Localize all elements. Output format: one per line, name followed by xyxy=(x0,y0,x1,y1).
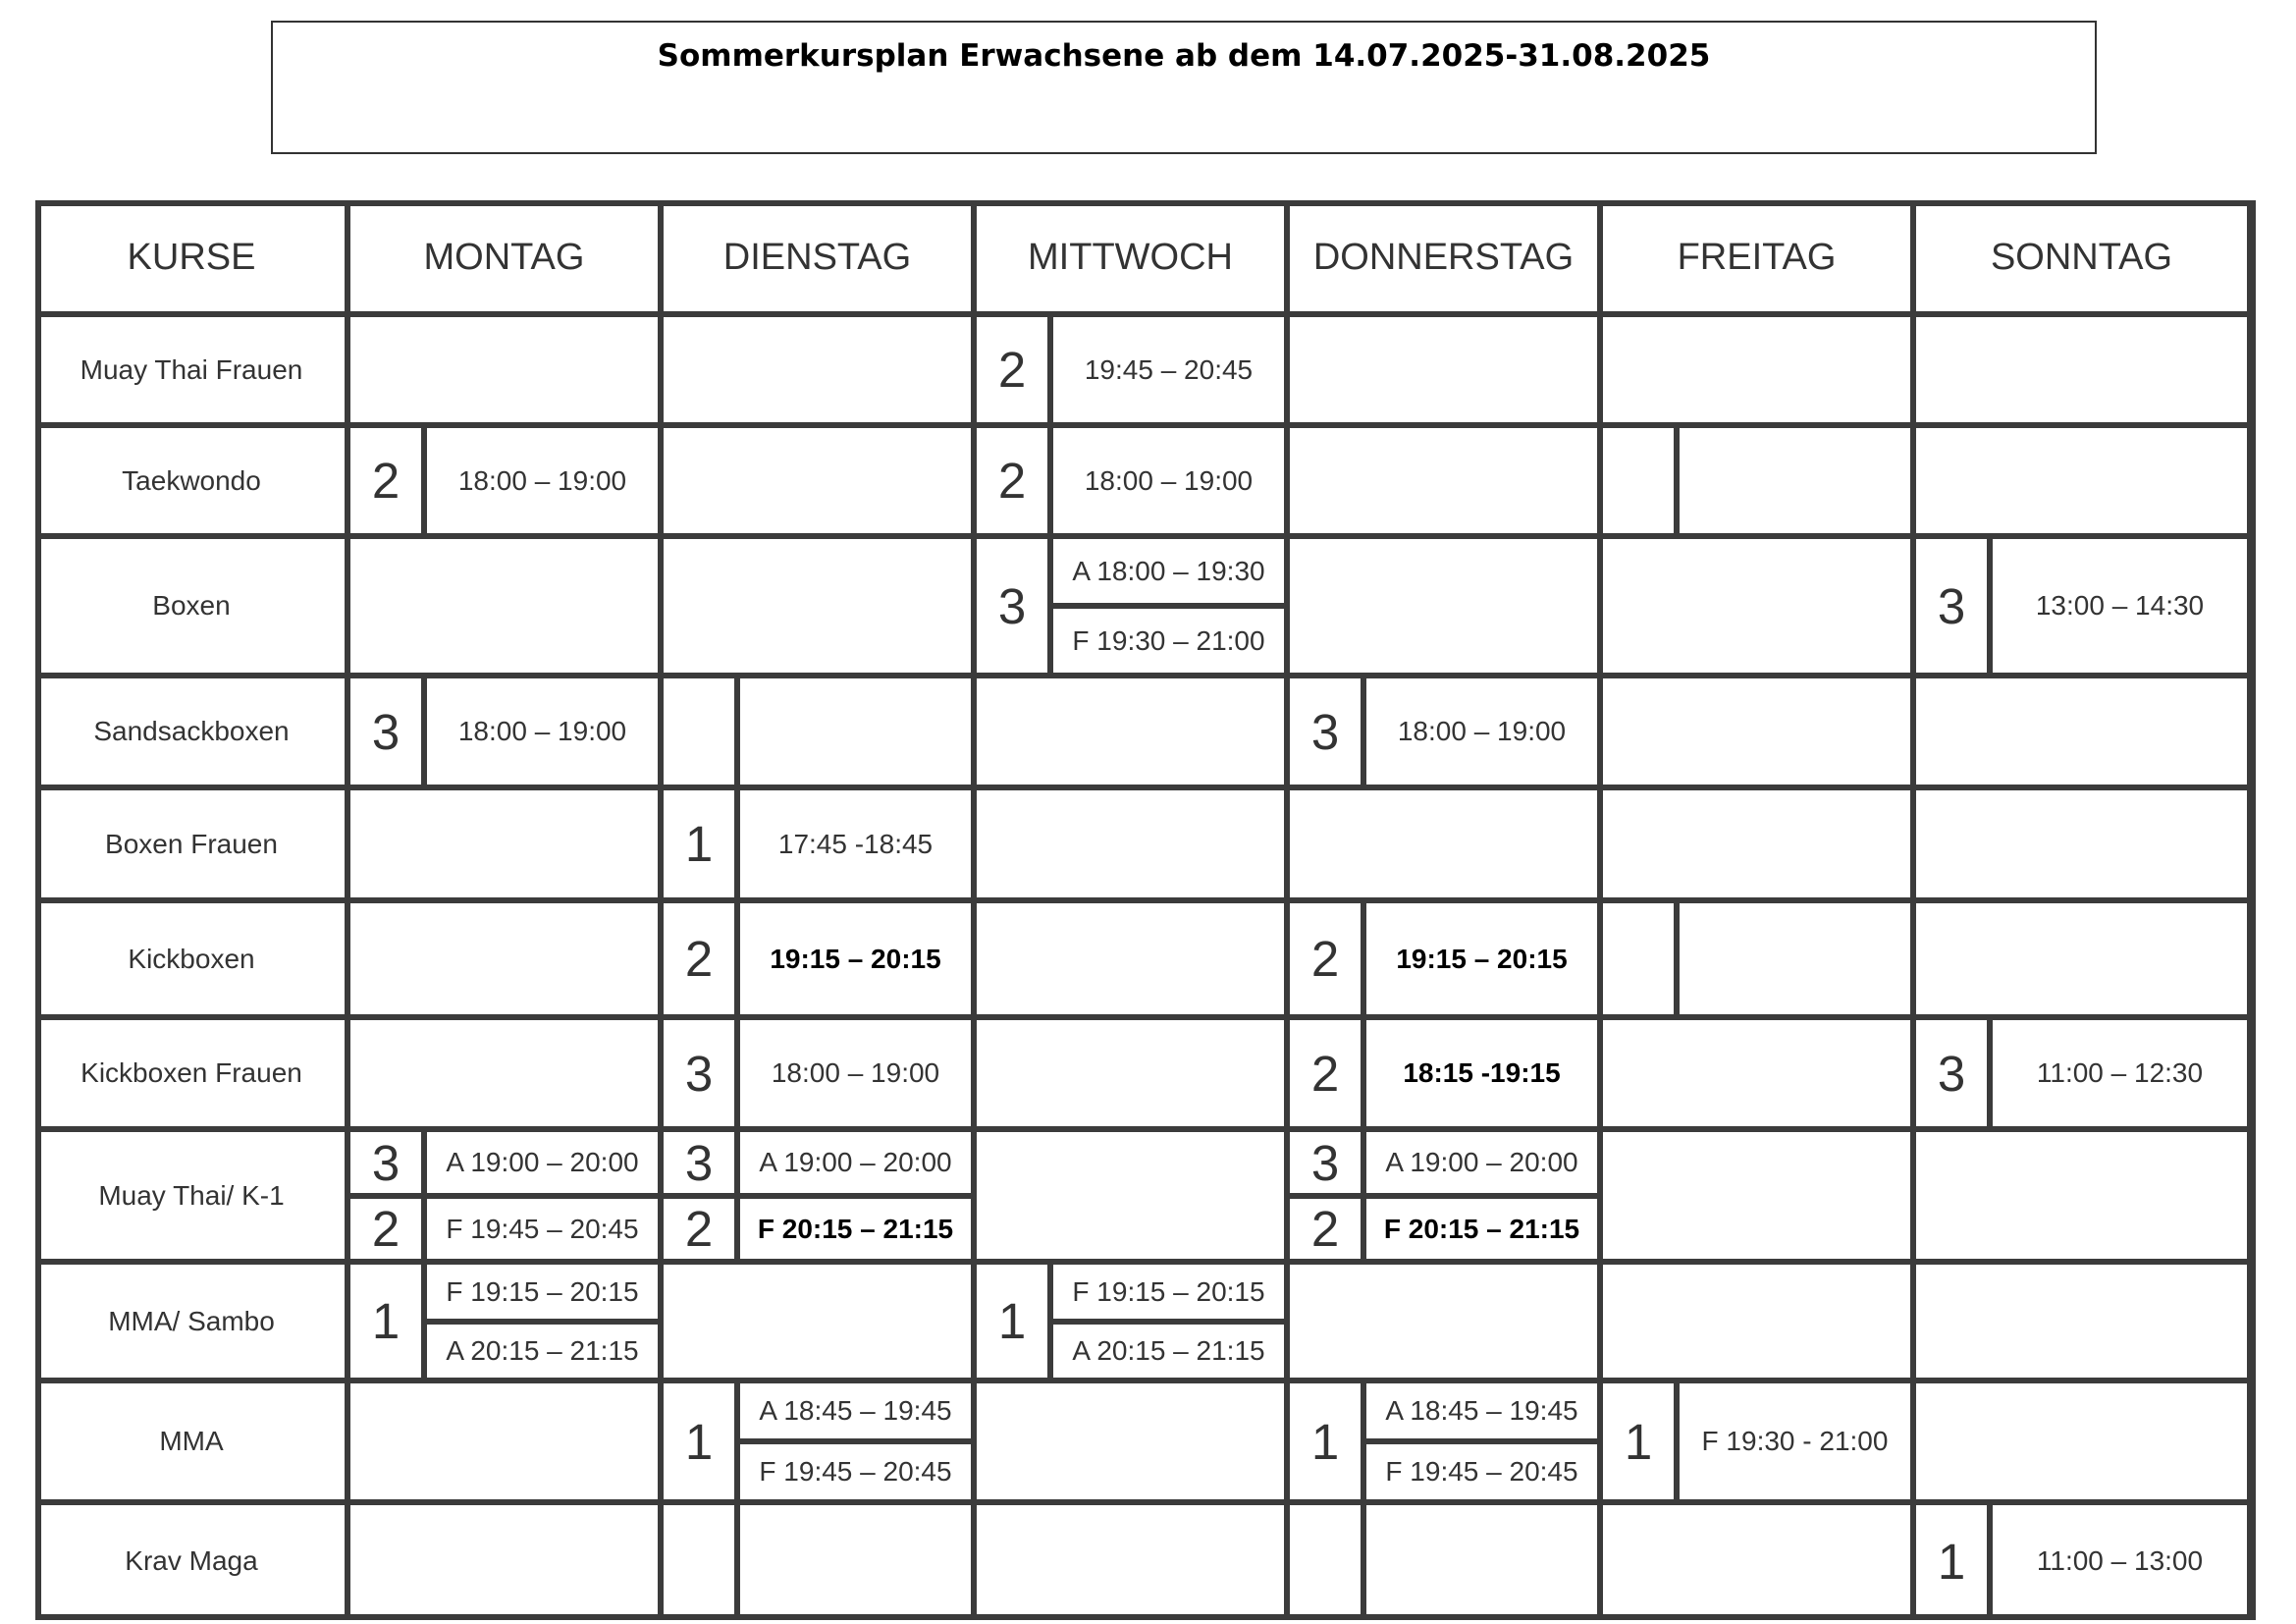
empty-cell xyxy=(1600,536,1913,676)
empty-cell xyxy=(1913,1380,2250,1502)
time-slot: 18:15 -19:15 xyxy=(1363,1017,1600,1129)
time-slot: F 19:45 – 20:45 xyxy=(1363,1441,1600,1502)
empty-cell xyxy=(1287,1502,1363,1620)
title-box xyxy=(271,21,2097,154)
level-number: 2 xyxy=(347,425,424,536)
course-label: Kickboxen xyxy=(35,900,347,1017)
empty-cell xyxy=(347,1017,661,1129)
course-label: Boxen Frauen xyxy=(35,787,347,900)
empty-cell xyxy=(1287,425,1600,536)
level-number: 1 xyxy=(661,787,737,900)
empty-cell xyxy=(1677,900,1913,1017)
empty-cell xyxy=(1913,314,2250,425)
time-slot: F 19:45 – 20:45 xyxy=(737,1441,974,1502)
course-label: Muay Thai/ K-1 xyxy=(35,1129,347,1262)
level-number: 2 xyxy=(661,1196,737,1262)
time-slot: F 19:15 – 20:15 xyxy=(1050,1262,1287,1322)
empty-cell xyxy=(347,900,661,1017)
empty-cell xyxy=(1677,425,1913,536)
empty-cell xyxy=(1287,1262,1600,1380)
course-label: MMA xyxy=(35,1380,347,1502)
course-label: Taekwondo xyxy=(35,425,347,536)
time-slot: A 18:45 – 19:45 xyxy=(737,1380,974,1441)
time-slot: 17:45 -18:45 xyxy=(737,787,974,900)
empty-cell xyxy=(1913,676,2250,787)
header-montag: MONTAG xyxy=(347,200,661,314)
empty-cell xyxy=(1913,425,2250,536)
level-number: 1 xyxy=(1287,1380,1363,1502)
header-sonntag: SONNTAG xyxy=(1913,200,2250,314)
level-number: 2 xyxy=(1287,1196,1363,1262)
time-slot: F 19:45 – 20:45 xyxy=(424,1196,661,1262)
empty-cell xyxy=(974,900,1287,1017)
empty-cell xyxy=(1363,1502,1600,1620)
course-label: Sandsackboxen xyxy=(35,676,347,787)
level-number: 3 xyxy=(1287,676,1363,787)
empty-cell xyxy=(347,314,661,425)
header-mittwoch: MITTWOCH xyxy=(974,200,1287,314)
time-slot: 11:00 – 13:00 xyxy=(1990,1502,2250,1620)
level-number: 2 xyxy=(347,1196,424,1262)
empty-cell xyxy=(974,1017,1287,1129)
level-number: 1 xyxy=(1913,1502,1990,1620)
empty-cell xyxy=(347,787,661,900)
course-label: Boxen xyxy=(35,536,347,676)
empty-cell xyxy=(974,787,1287,900)
time-slot: 19:15 – 20:15 xyxy=(1363,900,1600,1017)
empty-cell xyxy=(737,676,974,787)
level-number: 3 xyxy=(661,1129,737,1196)
level-number: 2 xyxy=(974,425,1050,536)
time-slot: A 20:15 – 21:15 xyxy=(1050,1322,1287,1380)
empty-cell xyxy=(737,1502,974,1620)
empty-cell xyxy=(661,425,974,536)
time-slot: 19:15 – 20:15 xyxy=(737,900,974,1017)
header-dienstag: DIENSTAG xyxy=(661,200,974,314)
empty-cell xyxy=(661,1502,737,1620)
time-slot: F 20:15 – 21:15 xyxy=(1363,1196,1600,1262)
time-slot: A 18:45 – 19:45 xyxy=(1363,1380,1600,1441)
empty-cell xyxy=(347,1380,661,1502)
header-freitag: FREITAG xyxy=(1600,200,1913,314)
time-slot: A 20:15 – 21:15 xyxy=(424,1322,661,1380)
time-slot: F 20:15 – 21:15 xyxy=(737,1196,974,1262)
empty-cell xyxy=(661,314,974,425)
empty-cell xyxy=(1600,1262,1913,1380)
time-slot: 18:00 – 19:00 xyxy=(424,425,661,536)
header-kurse: KURSE xyxy=(35,200,347,314)
course-label: Krav Maga xyxy=(35,1502,347,1620)
level-number: 2 xyxy=(1287,900,1363,1017)
empty-cell xyxy=(347,1502,661,1620)
empty-cell xyxy=(974,1380,1287,1502)
time-slot: F 19:30 - 21:00 xyxy=(1677,1380,1913,1502)
empty-cell xyxy=(1600,900,1677,1017)
empty-cell xyxy=(1287,787,1600,900)
time-slot: F 19:30 – 21:00 xyxy=(1050,606,1287,676)
empty-cell xyxy=(1913,900,2250,1017)
time-slot: A 18:00 – 19:30 xyxy=(1050,536,1287,606)
level-number: 1 xyxy=(661,1380,737,1502)
empty-cell xyxy=(1600,1017,1913,1129)
page-title: Sommerkursplan Erwachsene ab dem 14.07.2025-31.08.2025 xyxy=(657,38,1711,74)
empty-cell xyxy=(1913,1262,2250,1380)
level-number: 3 xyxy=(1913,536,1990,676)
empty-cell xyxy=(1600,787,1913,900)
empty-cell xyxy=(1600,425,1677,536)
time-slot: A 19:00 – 20:00 xyxy=(737,1129,974,1196)
empty-cell xyxy=(974,1502,1287,1620)
level-number: 1 xyxy=(347,1262,424,1380)
time-slot: 11:00 – 12:30 xyxy=(1990,1017,2250,1129)
empty-cell xyxy=(661,1262,974,1380)
empty-cell xyxy=(1287,536,1600,676)
level-number: 2 xyxy=(1287,1017,1363,1129)
empty-cell xyxy=(1600,1502,1913,1620)
empty-cell xyxy=(1600,314,1913,425)
course-label: Kickboxen Frauen xyxy=(35,1017,347,1129)
time-slot: 13:00 – 14:30 xyxy=(1990,536,2250,676)
level-number: 3 xyxy=(1287,1129,1363,1196)
time-slot: A 19:00 – 20:00 xyxy=(1363,1129,1600,1196)
time-slot: 19:45 – 20:45 xyxy=(1050,314,1287,425)
empty-cell xyxy=(1913,1129,2250,1262)
level-number: 3 xyxy=(974,536,1050,676)
level-number: 3 xyxy=(347,676,424,787)
time-slot: 18:00 – 19:00 xyxy=(737,1017,974,1129)
time-slot: F 19:15 – 20:15 xyxy=(424,1262,661,1322)
level-number: 2 xyxy=(661,900,737,1017)
time-slot: 18:00 – 19:00 xyxy=(1363,676,1600,787)
empty-cell xyxy=(661,536,974,676)
level-number: 3 xyxy=(661,1017,737,1129)
level-number: 1 xyxy=(974,1262,1050,1380)
empty-cell xyxy=(1600,676,1913,787)
empty-cell xyxy=(1287,314,1600,425)
header-donnerstag: DONNERSTAG xyxy=(1287,200,1600,314)
course-label: Muay Thai Frauen xyxy=(35,314,347,425)
empty-cell xyxy=(347,536,661,676)
schedule-table xyxy=(35,200,2256,1620)
time-slot: 18:00 – 19:00 xyxy=(424,676,661,787)
time-slot: A 19:00 – 20:00 xyxy=(424,1129,661,1196)
level-number: 3 xyxy=(347,1129,424,1196)
empty-cell xyxy=(1913,787,2250,900)
course-label: MMA/ Sambo xyxy=(35,1262,347,1380)
level-number: 1 xyxy=(1600,1380,1677,1502)
empty-cell xyxy=(974,1129,1287,1262)
empty-cell xyxy=(1600,1129,1913,1262)
time-slot: 18:00 – 19:00 xyxy=(1050,425,1287,536)
level-number: 2 xyxy=(974,314,1050,425)
empty-cell xyxy=(974,676,1287,787)
level-number: 3 xyxy=(1913,1017,1990,1129)
empty-cell xyxy=(661,676,737,787)
